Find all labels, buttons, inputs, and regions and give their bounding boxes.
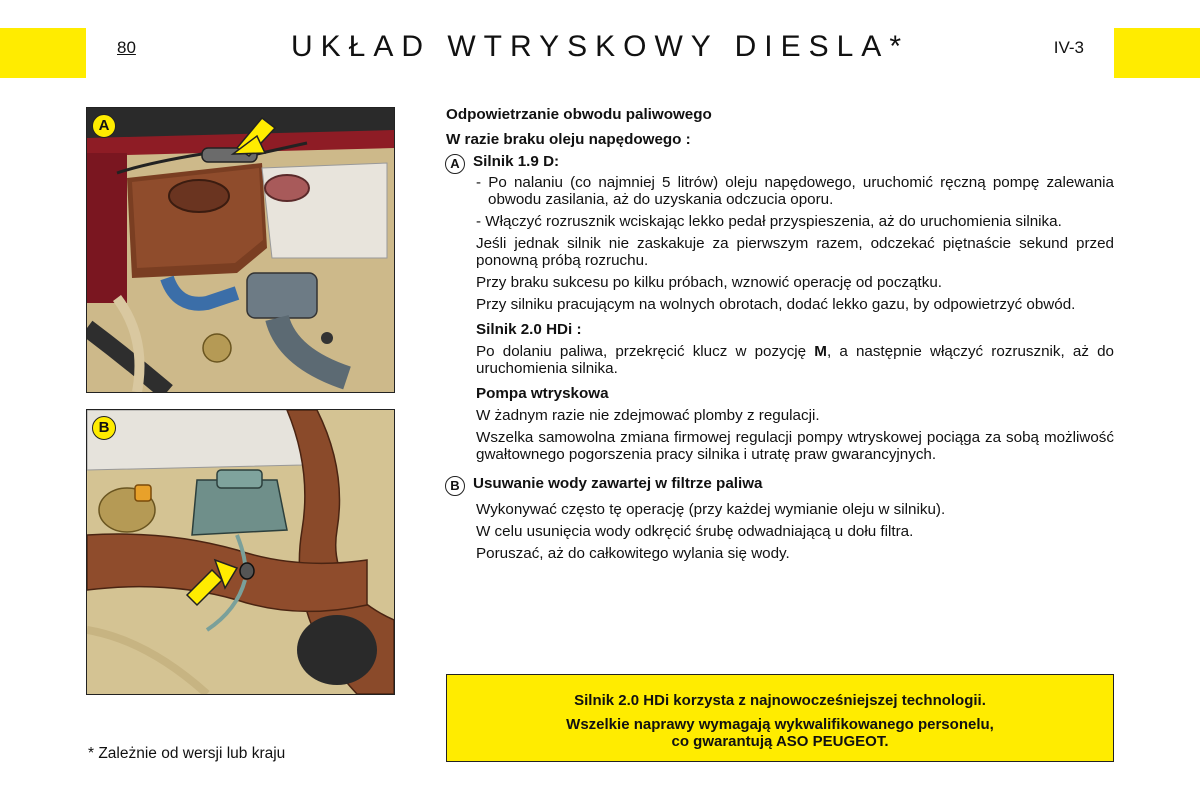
water-heading (446, 475, 1114, 496)
paragraph-3: Przy silniku pracującym na wolnych obrotach, dodać lekko gazu, by odpowietrzyć obwód. (476, 296, 1076, 313)
notice-line-1: Silnik 2.0 HDi korzysta z najnowocześniejszej technologii. (574, 692, 986, 709)
engine-2-0-text-start: Po dolaniu paliwa, przekręcić klucz w pozycję (476, 343, 815, 360)
engine-1-9-heading (446, 153, 1114, 174)
figure-a-label: A (92, 114, 116, 138)
bullet-2: - Włączyć rozrusznik wciskając lekko pedał przyspieszenia, aż do uruchomienia silnika. (476, 213, 1062, 230)
section-number: IV-3 (1053, 38, 1084, 57)
water-line-2: W celu usunięcia wody odkręcić śrubę odwadniającą u dołu filtra. (476, 523, 914, 540)
engine-2-0-heading: Silnik 2.0 HDi : (476, 321, 582, 338)
subheading: W razie braku oleju napędowego : (446, 131, 691, 148)
pump-heading: Pompa wtryskowa (476, 385, 609, 402)
figure-b-label: B (92, 416, 116, 440)
engine-illustration-b (87, 410, 394, 694)
notice-line-3: co gwarantują ASO PEUGEOT. (671, 733, 889, 750)
key-position: M (814, 343, 827, 360)
footnote: * Zależnie od wersji lub kraju (88, 745, 286, 762)
pump-text-1: W żadnym razie nie zdejmować plomby z regulacji. (476, 407, 820, 424)
water-line-3: Poruszać, aż do całkowitego wylania się wody. (476, 545, 790, 562)
engine-2-0-text-end: , a następnie włączyć rozrusznik, aż do uruchomienia silnika. (476, 343, 1114, 377)
section-heading: Odpowietrzanie obwodu paliwowego (446, 106, 712, 123)
engine-2-0-text (446, 343, 1114, 377)
notice-line-2: Wszelkie naprawy wymagają wykwalifikowanego personelu, (566, 716, 994, 733)
notice-box (446, 674, 1114, 762)
engine-illustration-a (87, 108, 394, 392)
page-number: 80 (117, 38, 136, 57)
marker-a: A (445, 154, 465, 174)
page-title: UKŁAD WTRYSKOWY DIESLA* (290, 30, 909, 63)
water-title: Usuwanie wody zawartej w filtrze paliwa (473, 475, 763, 492)
water-line-1: Wykonywać często tę operację (przy każdej wymianie oleju w silniku). (476, 501, 946, 518)
bullet-1: - Po nalaniu (co najmniej 5 litrów) oleju napędowego, uruchomić ręczną pompę zalewania obwodu zasilania, aż do uzyskania odczucia oporu. (476, 174, 1114, 208)
marker-b: B (445, 476, 465, 496)
pump-text-2: Wszelka samowolna zmiana firmowej regulacji pompy wtryskowej pociąga za sobą możliwość gwałtownego pogorszenia pracy silnika i utratę praw gwarancyjnych. (476, 429, 1114, 463)
instructions-text (446, 106, 1114, 562)
paragraph-1: Jeśli jednak silnik nie zaskakuje za pierwszym razem, odczekać piętnaście sekund przed ponowną próbą rozruchu. (476, 235, 1114, 269)
engine-1-9-title: Silnik 1.9 D: (473, 153, 560, 170)
paragraph-2: Przy braku sukcesu po kilku próbach, wznowić operację od początku. (476, 274, 942, 291)
figure-b-fuel-filter (86, 409, 395, 695)
figure-a-engine-bay (86, 107, 395, 393)
